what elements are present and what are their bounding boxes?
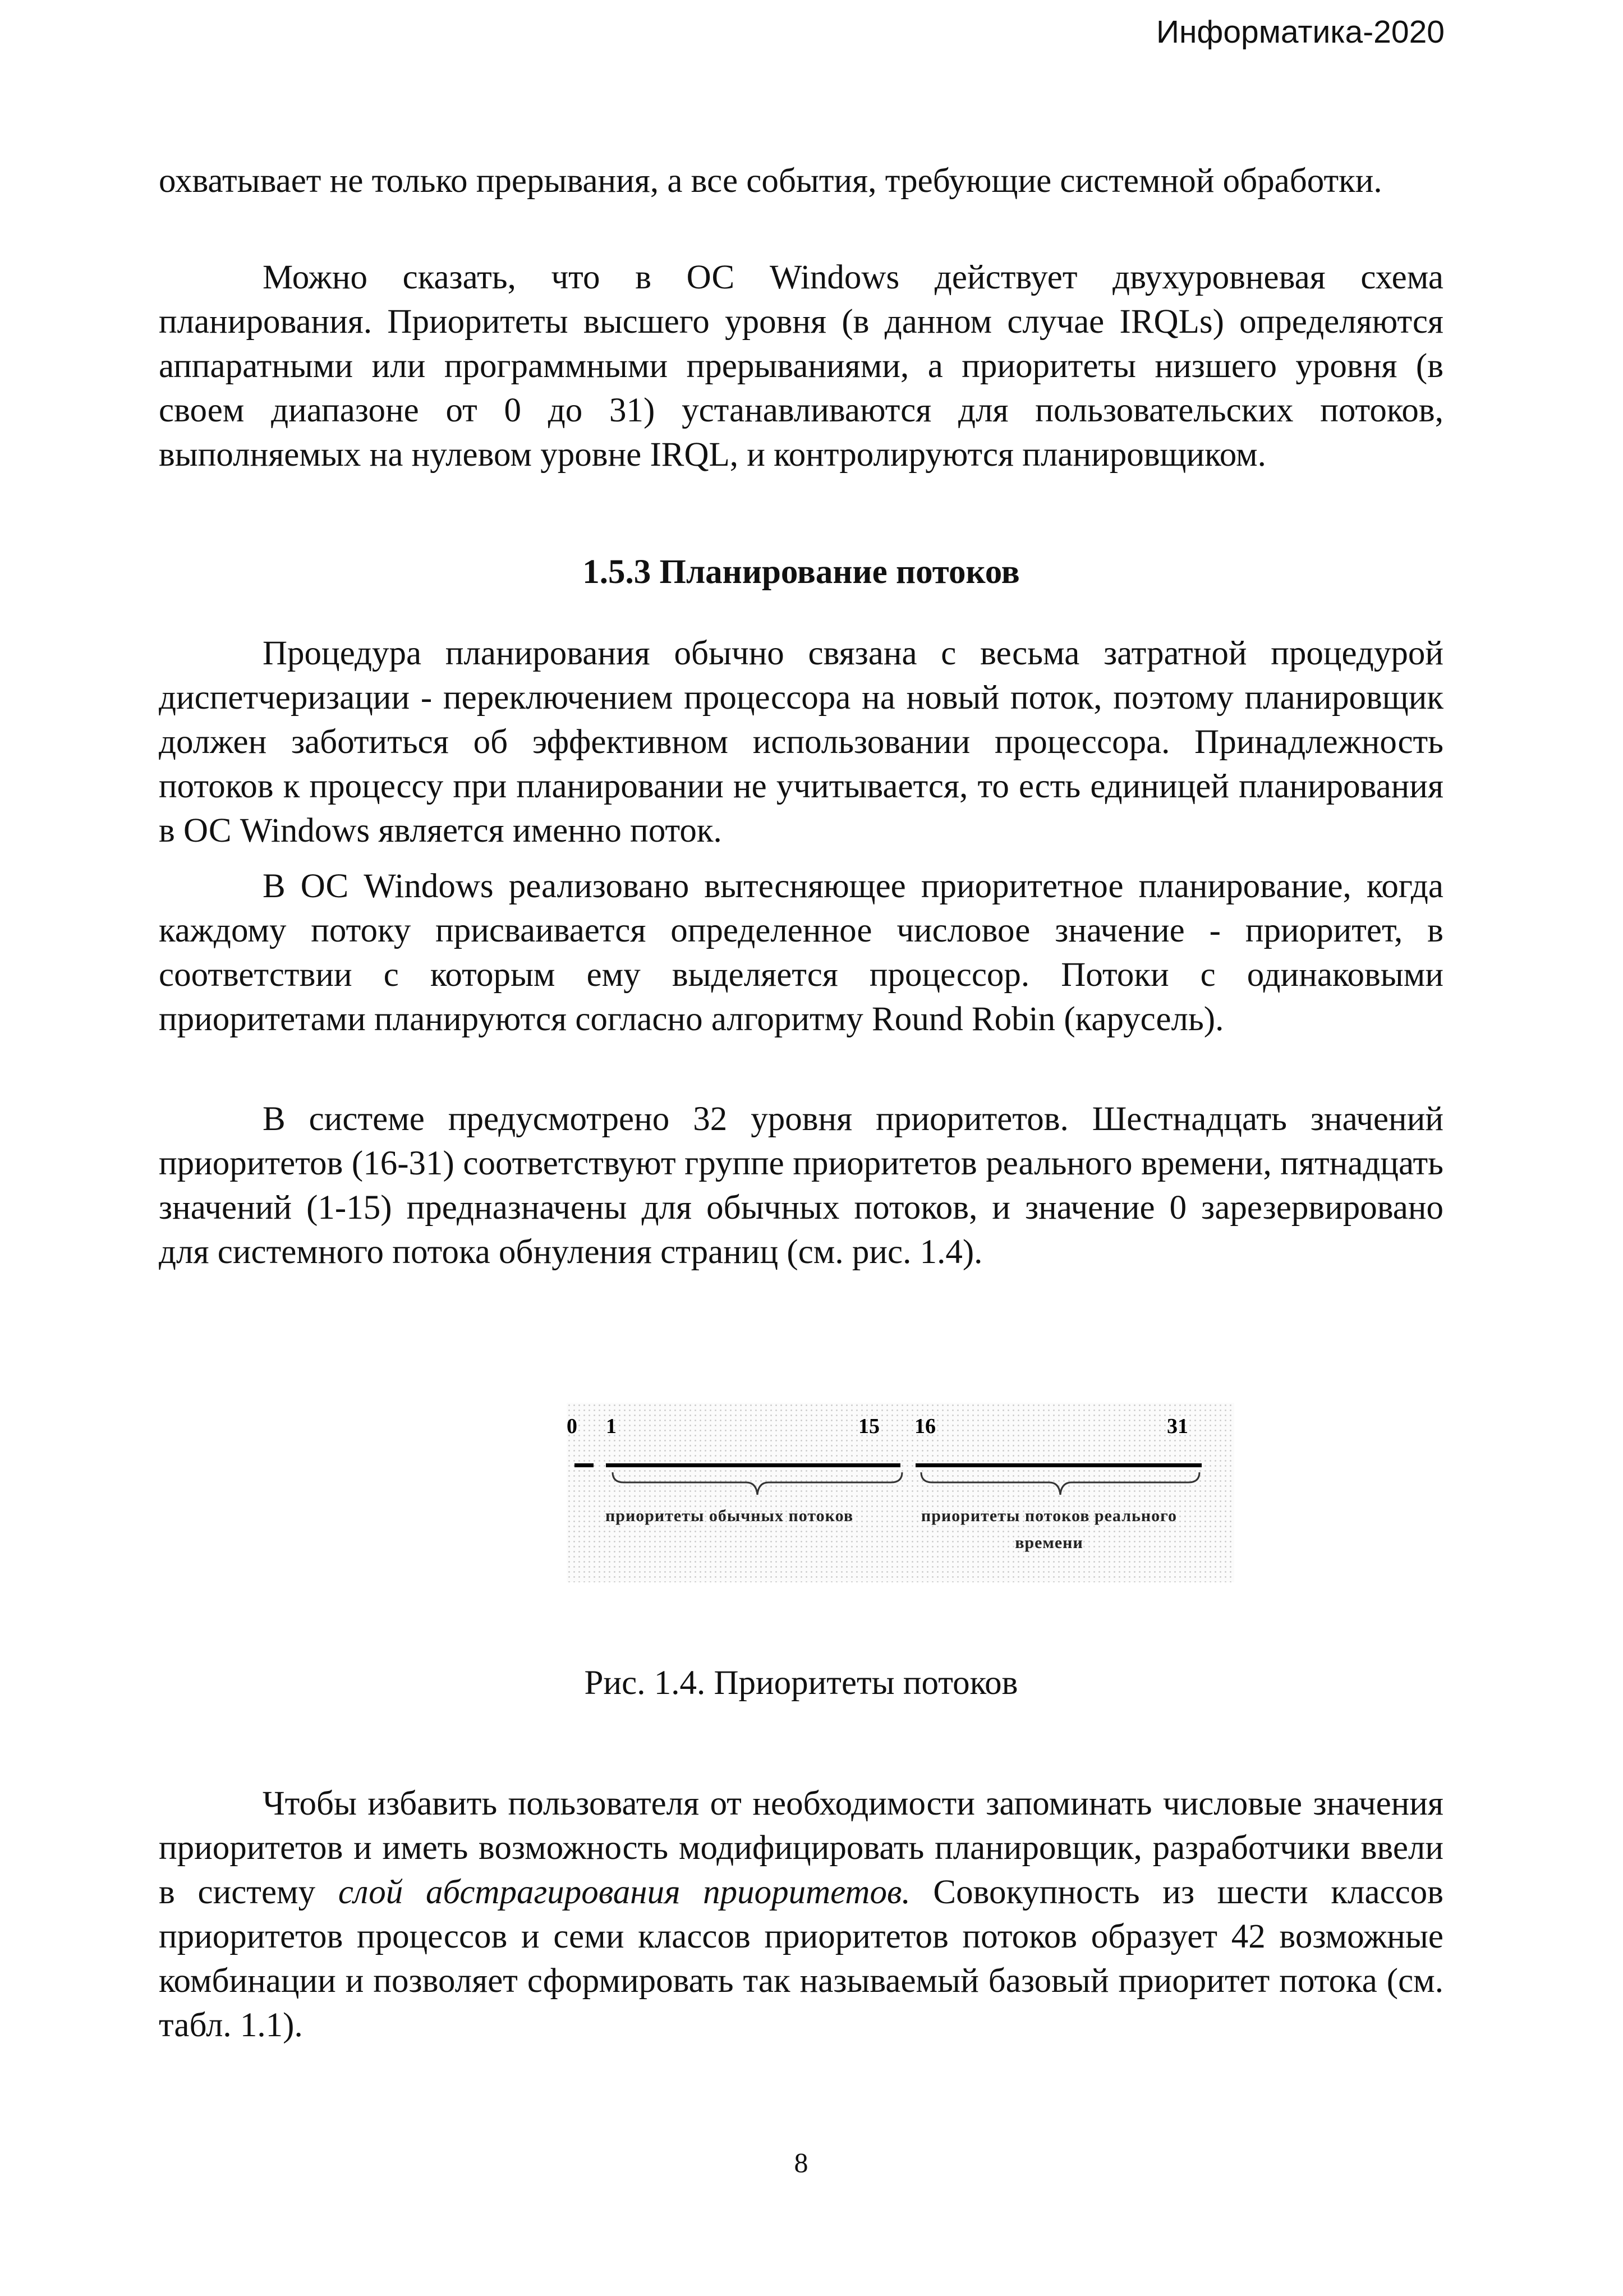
section-heading: 1.5.3 Планирование потоков (582, 553, 1020, 591)
running-header: Информатика-2020 (1156, 14, 1445, 50)
paragraph-preemptive-scheduling: В ОС Windows реализовано вытесняющее приоритетное планирование, когда каждому потоку присваивается определенное числовое значение - приоритет, в соответствии с которым ему выделяется процессор. Потоки с одинаковыми приоритетами планируются согласно алгоритму Round Robin (карусель). (159, 867, 1443, 1038)
brace-realtime-icon (920, 1470, 1201, 1498)
brace-normal-icon (612, 1470, 903, 1498)
text-before-emphasis: Чтобы избавить пользователя от необходимости запоминать числовые значения приоритетов и иметь возможность модифицировать планировщик, разработчики ввели в систему (159, 1785, 1443, 1911)
label-16: 16 (914, 1415, 936, 1438)
label-15: 15 (858, 1415, 880, 1438)
page-number: 8 (794, 2147, 808, 2178)
emphasis-term: слой абстрагирования приоритетов. (338, 1873, 911, 1911)
bar-normal (606, 1463, 900, 1467)
text-after-emphasis: Совокупность из шести классов приоритетов процессов и семи классов приоритетов потоков образует 42 возможные комбинации и позволяет сформировать так называемый базовый приоритет потока (см. табл. 1.1). (159, 1873, 1443, 2044)
priority-diagram (567, 1403, 1234, 1582)
label-1: 1 (606, 1415, 617, 1438)
paragraph-scheduling-procedure: Процедура планирования обычно связана с весьма затратной процедурой диспетчеризации - переключением процессора на новый поток, поэтому планировщик должен заботиться об эффективном использовании процессора. Принадлежность потоков к процессу при планировании не учитывается, то есть единицей планирования в ОС Windows является именно поток. (159, 635, 1443, 849)
paragraph-abstraction-layer (159, 1781, 1443, 2047)
label-normal-threads: приоритеты обычных потоков (605, 1507, 854, 1525)
bar-zero (574, 1463, 594, 1467)
label-realtime-threads: приоритеты потоков реального времени (921, 1507, 1178, 1552)
label-31: 31 (1167, 1415, 1188, 1438)
label-0: 0 (567, 1415, 577, 1438)
paragraph-continuation: охватывает не только прерывания, а все события, требующие системной обработки. (159, 162, 1382, 200)
figure-caption: Рис. 1.4. Приоритеты потоков (584, 1664, 1018, 1702)
bar-realtime (916, 1463, 1202, 1467)
paragraph-two-level-scheduling: Можно сказать, что в ОС Windows действует двухуровневая схема планирования. Приоритеты высшего уровня (в данном случае IRQLs) определяются аппаратными или программными прерываниями, а приоритеты низшего уровня (в своем диапазоне от 0 до 31) устанавливаются для пользовательских потоков, выполняемых на нулевом уровне IRQL, и контролируются планировщиком. (159, 259, 1443, 474)
paragraph-priority-levels: В системе предусмотрено 32 уровня приоритетов. Шестнадцать значений приоритетов (16-31) соответствуют группе приоритетов реального времени, пятнадцать значений (1-15) предназначены для обычных потоков, и значение 0 зарезервировано для системного потока обнуления страниц (см. рис. 1.4). (159, 1100, 1443, 1271)
